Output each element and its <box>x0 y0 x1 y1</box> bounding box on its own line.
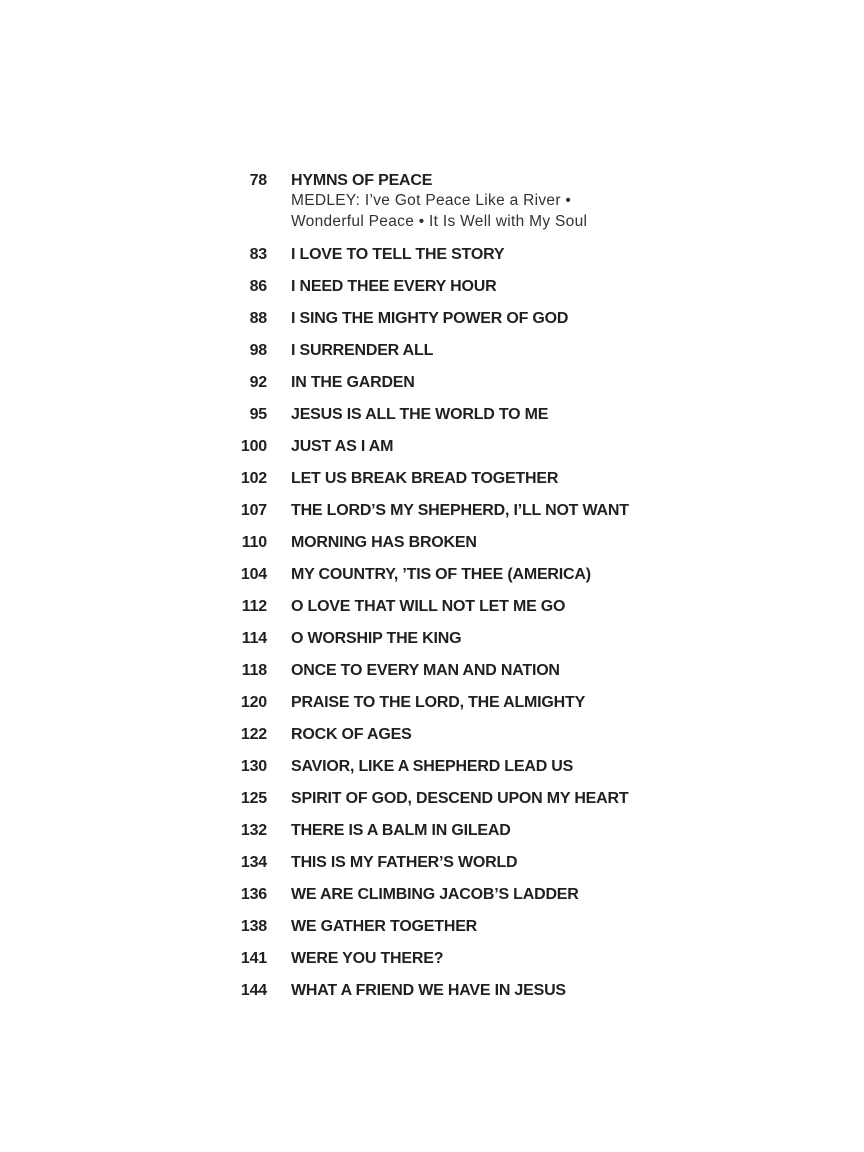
toc-list <box>239 171 659 1000</box>
toc-entry-page-number: 118 <box>241 662 267 679</box>
toc-entry-text <box>291 757 573 776</box>
toc-entry-page-number: 144 <box>240 982 267 999</box>
toc-entry <box>239 309 659 328</box>
toc-entry-page-number: 98 <box>249 342 267 359</box>
toc-entry-text <box>291 171 587 232</box>
toc-entry-page-number: 104 <box>240 566 267 583</box>
toc-entry <box>239 757 659 776</box>
toc-entry-text <box>291 277 496 296</box>
toc-entry-text <box>291 725 412 744</box>
toc-entry-text <box>291 597 565 616</box>
toc-entry-page-number: 138 <box>240 918 267 935</box>
toc-entry-page-number: 112 <box>241 598 267 615</box>
toc-entry-text <box>291 373 415 392</box>
toc-entry-page-number: 92 <box>249 374 267 391</box>
toc-entry-text <box>291 885 579 904</box>
toc-entry-title: I SURRENDER ALL <box>291 342 434 359</box>
toc-entry <box>239 821 659 840</box>
toc-entry-page-number: 88 <box>249 310 267 327</box>
toc-entry-page-number: 95 <box>249 406 267 423</box>
toc-entry <box>239 373 659 392</box>
toc-entry-title: ROCK OF AGES <box>291 726 412 743</box>
toc-entry <box>239 693 659 712</box>
toc-entry-title: I SING THE MIGHTY POWER OF GOD <box>291 310 569 327</box>
toc-entry-title: WE GATHER TOGETHER <box>291 918 478 935</box>
toc-entry-title: MY COUNTRY, ’TIS OF THEE (AMERICA) <box>291 566 591 583</box>
toc-entry-page-number: 83 <box>249 246 267 263</box>
toc-entry <box>239 789 659 808</box>
toc-entry-page-number: 134 <box>240 854 267 871</box>
toc-entry-title: I NEED THEE EVERY HOUR <box>291 278 497 295</box>
toc-entry-text <box>291 853 517 872</box>
toc-entry-title: HYMNS OF PEACE <box>291 172 433 189</box>
toc-entry-text <box>291 405 548 424</box>
toc-entry-title: JUST AS I AM <box>291 438 394 455</box>
toc-entry-title: I LOVE TO TELL THE STORY <box>291 246 505 263</box>
toc-entry-text <box>291 565 591 584</box>
toc-entry-title: MORNING HAS BROKEN <box>291 534 477 551</box>
toc-entry-title: SAVIOR, LIKE A SHEPHERD LEAD US <box>291 758 574 775</box>
toc-entry <box>239 501 659 520</box>
toc-entry-text <box>291 469 558 488</box>
toc-entry-text <box>291 789 628 808</box>
toc-entry-text <box>291 309 568 328</box>
toc-entry-title: LET US BREAK BREAD TOGETHER <box>291 470 559 487</box>
toc-entry-page-number: 102 <box>240 470 267 487</box>
toc-entry-page-number: 130 <box>240 758 267 775</box>
toc-entry <box>239 437 659 456</box>
toc-entry-text <box>291 821 511 840</box>
toc-entry-title: ONCE TO EVERY MAN AND NATION <box>291 662 560 679</box>
toc-entry-page-number: 122 <box>240 726 267 743</box>
toc-entry-page-number: 78 <box>249 172 267 189</box>
toc-entry <box>239 981 659 1000</box>
table-of-contents-page <box>239 171 659 1013</box>
toc-entry-text <box>291 981 566 1000</box>
toc-entry-text <box>291 245 504 264</box>
toc-entry-text <box>291 693 585 712</box>
toc-entry-page-number: 120 <box>240 694 267 711</box>
toc-entry-page-number: 114 <box>241 630 267 647</box>
toc-entry-text <box>291 533 477 552</box>
toc-entry-page-number: 141 <box>240 950 267 967</box>
toc-entry <box>239 661 659 680</box>
toc-entry-page-number: 125 <box>240 790 267 807</box>
toc-entry-text <box>291 661 560 680</box>
toc-entry <box>239 885 659 904</box>
toc-entry-title: PRAISE TO THE LORD, THE ALMIGHTY <box>291 694 586 711</box>
toc-entry <box>239 341 659 360</box>
toc-entry-page-number: 132 <box>240 822 267 839</box>
toc-entry-subtitle-line: Wonderful Peace • It Is Well with My Soul <box>291 213 588 230</box>
toc-entry <box>239 565 659 584</box>
toc-entry <box>239 629 659 648</box>
toc-entry <box>239 405 659 424</box>
toc-entry <box>239 533 659 552</box>
toc-entry-page-number: 100 <box>240 438 267 455</box>
toc-entry-title: IN THE GARDEN <box>291 374 415 391</box>
toc-entry-subtitle-line: MEDLEY: I’ve Got Peace Like a River • <box>291 192 572 209</box>
toc-entry <box>239 597 659 616</box>
toc-entry <box>239 277 659 296</box>
toc-entry-text <box>291 341 433 360</box>
toc-entry-page-number: 136 <box>240 886 267 903</box>
toc-entry-title: THIS IS MY FATHER’S WORLD <box>291 854 518 871</box>
toc-entry <box>239 469 659 488</box>
toc-entry-title: THERE IS A BALM IN GILEAD <box>291 822 511 839</box>
toc-entry <box>239 725 659 744</box>
toc-entry-title: SPIRIT OF GOD, DESCEND UPON MY HEART <box>291 790 629 807</box>
toc-entry <box>239 245 659 264</box>
toc-entry <box>239 171 659 232</box>
toc-entry-text <box>291 437 393 456</box>
toc-entry-text <box>291 949 443 968</box>
toc-entry-text <box>291 917 477 936</box>
toc-entry-title: THE LORD’S MY SHEPHERD, I’LL NOT WANT <box>291 502 629 519</box>
toc-entry-title: WHAT A FRIEND WE HAVE IN JESUS <box>291 982 566 999</box>
toc-entry-text <box>291 501 629 520</box>
toc-entry-title: O WORSHIP THE KING <box>291 630 462 647</box>
toc-entry-text <box>291 629 461 648</box>
toc-entry-title: WERE YOU THERE? <box>291 950 444 967</box>
toc-entry <box>239 853 659 872</box>
toc-entry-title: O LOVE THAT WILL NOT LET ME GO <box>291 598 566 615</box>
toc-entry-page-number: 110 <box>241 534 267 551</box>
toc-entry-title: WE ARE CLIMBING JACOB’S LADDER <box>291 886 579 903</box>
toc-entry-title: JESUS IS ALL THE WORLD TO ME <box>291 406 549 423</box>
toc-entry <box>239 917 659 936</box>
toc-entry-page-number: 107 <box>240 502 267 519</box>
toc-entry-page-number: 86 <box>249 278 267 295</box>
toc-entry <box>239 949 659 968</box>
